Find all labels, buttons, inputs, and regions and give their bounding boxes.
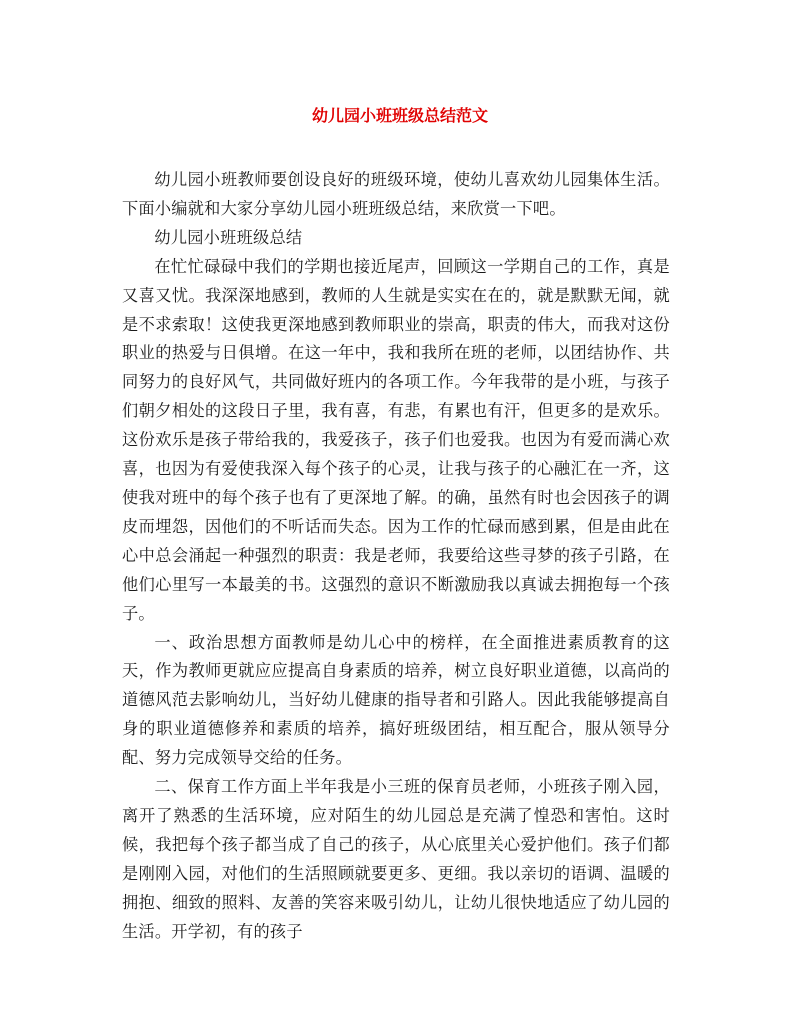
politics-section-paragraph: 一、政治思想方面教师是幼儿心中的榜样，在全面推进素质教育的这天，作为教师更就应应提高自身素质的培养，树立良好职业道德，以高尚的道德风范去影响幼儿，当好幼儿健康的指导者和引路人。因此我能够提高自身的职业道德修养和素质的培养，搞好班级团结，相互配合，服从领导分配、努力完成领导交给的任务。 (122, 632, 670, 768)
section-heading: 幼儿园小班班级总结 (154, 227, 303, 247)
intro-paragraph: 幼儿园小班教师要创设良好的班级环境，使幼儿喜欢幼儿园集体生活。下面小编就和大家分享幼儿园小班班级总结，来欣赏一下吧。 (122, 170, 670, 218)
care-section-paragraph: 二、保育工作方面上半年我是小三班的保育员老师，小班孩子刚入园，离开了熟悉的生活环境，应对陌生的幼儿园总是充满了惶恐和害怕。这时候，我把每个孩子都当成了自己的孩子，从心底里关心爱护他们。孩子们都是刚刚入园，对他们的生活照顾就要更多、更细。我以亲切的语调、温暖的拥抱、细致的照料、友善的笑容来吸引幼儿，让幼儿很快地适应了幼儿园的生活。开学初，有的孩子 (122, 777, 670, 941)
document-title: 幼儿园小班班级总结范文 (311, 106, 488, 125)
document-body (122, 166, 670, 946)
body-paragraph: 在忙忙碌碌中我们的学期也接近尾声，回顾这一学期自己的工作，真是又喜又忧。我深深地感到，教师的人生就是实实在在的，就是默默无闻，就是不求索取！这使我更深地感到教师职业的崇高，职责的伟大，而我对这份职业的热爱与日俱增。在这一年中，我和我所在班的老师，以团结协作、共同努力的良好风气，共同做好班内的各项工作。今年我带的是小班，与孩子们朝夕相处的这段日子里，我有喜，有悲，有累也有汗，但更多的是欢乐。这份欢乐是孩子带给我的，我爱孩子，孩子们也爱我。也因为有爱而满心欢喜，也因为有爱使我深入每个孩子的心灵，让我与孩子的心融汇在一齐，这使我对班中的每个孩子也有了更深地了解。的确，虽然有时也会因孩子的调皮而埋怨，因他们的不听话而失态。因为工作的忙碌而感到累，但是由此在心中总会涌起一种强烈的职责：我是老师，我要给这些寻梦的孩子引路，在他们心里写一本最美的书。这强烈的意识不断激励我以真诚去拥抱每一个孩子。 (122, 256, 670, 623)
